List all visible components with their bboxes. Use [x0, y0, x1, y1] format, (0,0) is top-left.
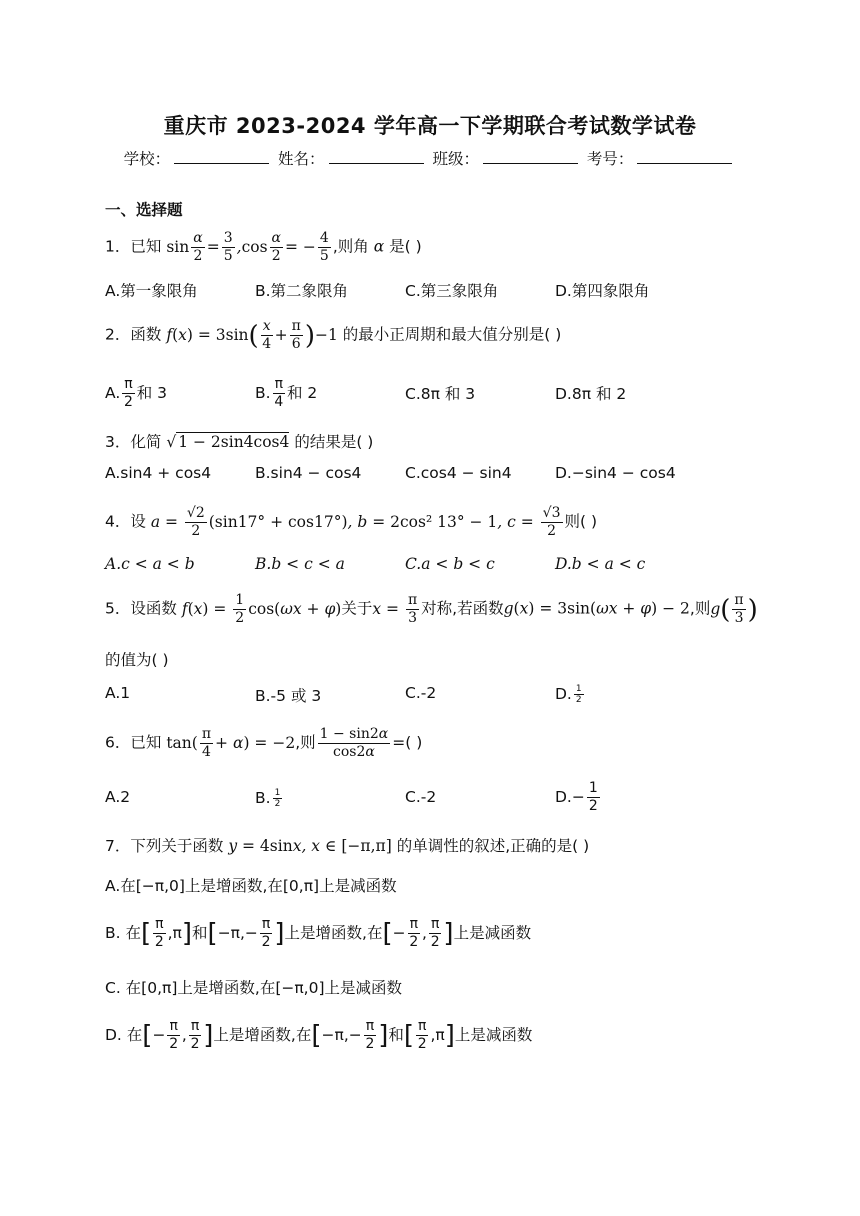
question-6-options — [105, 780, 745, 818]
name-blank[interactable] — [329, 149, 424, 164]
option-b[interactable]: B. $\frac{\pi}{4}$ 和 2 — [255, 376, 318, 410]
option-b[interactable]: B. $\frac{1}{2}$ — [255, 788, 281, 809]
school-label: 学校： — [123, 150, 171, 168]
option-c[interactable]: C.第三象限角 — [405, 282, 499, 300]
question-2: 2．函数 f(x) = 3sin( $\frac{x}{4}$ + $\frac{\pi}{6}$ )−1 的最小正周期和最大值分别是( ) — [105, 318, 562, 352]
formula: f(x) = $\frac{1}{2}$ cos(ωx + φ) — [181, 592, 342, 626]
question-3-options — [105, 464, 745, 494]
option-a[interactable]: A.c < a < b — [105, 555, 195, 573]
option-c[interactable]: C. 在[0,π]上是增函数,在[−π,0]上是减函数 — [105, 979, 403, 997]
option-c[interactable]: C.-2 — [405, 684, 437, 702]
student-info-line — [0, 147, 860, 169]
option-b[interactable]: B.b < c < a — [255, 555, 345, 573]
option-a[interactable]: A.2 — [105, 788, 131, 806]
option-b[interactable]: B.第二象限角 — [255, 282, 349, 300]
name-label: 姓名： — [278, 150, 325, 168]
option-d[interactable]: D.第四象限角 — [555, 282, 650, 300]
option-d[interactable]: D.− $\frac{1}{2}$ — [555, 780, 598, 814]
formula: y = 4sinx, x ∈ [−π,π] — [228, 837, 392, 855]
option-d[interactable]: D.−sin4 − cos4 — [555, 464, 676, 482]
question-5: 5．设函数 f(x) = $\frac{1}{2}$ cos(ωx + φ)关于x = $\frac{\pi}{3}$ 对称,若函数g(x) = 3sin(ωx + φ) − 2,则g( $\frac{\pi}{3}$ ) — [105, 592, 758, 626]
question-1-options — [105, 279, 745, 309]
formula: tan( $\frac{\pi}{4}$ + α) = −2 — [166, 726, 296, 760]
option-b[interactable]: B. 在[ $\frac{\pi}{2}$ ,π]和[−π,− $\frac{\pi}{2}$ ]上是增函数,在[− $\frac{\pi}{2}$ , $\frac{\pi}{2}$ ]上是减函数 — [105, 916, 532, 950]
option-a[interactable]: A.在[−π,0]上是增函数,在[0,π]上是减函数 — [105, 877, 397, 895]
option-c[interactable]: C.8π 和 3 — [405, 385, 476, 403]
option-c[interactable]: C.a < b < c — [405, 555, 495, 573]
formula: √ 1 − 2sin4cos4 — [166, 433, 290, 451]
option-d[interactable]: D.b < a < c — [555, 555, 646, 573]
class-blank[interactable] — [483, 149, 578, 164]
formula: a = $\frac{√2}{2}$ (sin17° + cos17°), b = 2cos² 13° − 1, c = $\frac{√3}{2}$ — [150, 505, 561, 539]
question-5-options — [105, 684, 745, 714]
exam-number-blank[interactable] — [637, 149, 732, 164]
question-4-options — [105, 555, 745, 585]
question-6: 6．已知 tan( $\frac{\pi}{4}$ + α) = −2,则 $\frac{1 - \sin 2\alpha}{\cos 2\alpha}$ =( ) — [105, 726, 423, 760]
school-blank[interactable] — [174, 149, 269, 164]
option-b[interactable]: B.-5 或 3 — [255, 687, 322, 705]
option-d[interactable]: D. $\frac{1}{2}$ — [555, 684, 582, 705]
option-b[interactable]: B.sin4 − cos4 — [255, 464, 362, 482]
exam-title: 重庆市 2023-2024 学年高一下学期联合考试数学试卷 — [163, 114, 697, 138]
question-7: 7．下列关于函数 y = 4sinx, x ∈ [−π,π] 的单调性的叙述,正确的是( ) — [105, 837, 590, 855]
exam-number-label: 考号： — [586, 150, 634, 168]
option-a[interactable]: A.1 — [105, 684, 131, 702]
option-c[interactable]: C.cos4 − sin4 — [405, 464, 512, 482]
question-4: 4．设 a = $\frac{√2}{2}$ (sin17° + cos17°), b = 2cos² 13° − 1, c = $\frac{√3}{2}$ 则( ) — [105, 505, 598, 539]
formula: f(x) = 3sin( $\frac{x}{4}$ + $\frac{\pi}{6}$ )−1 — [166, 318, 338, 352]
question-2-options — [105, 376, 745, 410]
option-d[interactable]: D. 在[− $\frac{\pi}{2}$ , $\frac{\pi}{2}$ ]上是增函数,在[−π,− $\frac{\pi}{2}$ ]和[ $\frac{\pi}{2}$ ,π]上是减函数 — [105, 1018, 533, 1052]
section-title: 一、选择题 — [105, 201, 183, 219]
question-5-line2: 的值为( ) — [105, 651, 169, 669]
option-a[interactable]: A. $\frac{\pi}{2}$ 和 3 — [105, 376, 167, 410]
option-c[interactable]: C.-2 — [405, 788, 437, 806]
option-a[interactable]: A.sin4 + cos4 — [105, 464, 212, 482]
option-d[interactable]: D.8π 和 2 — [555, 385, 627, 403]
formula: sin $\frac{\alpha}{2}$ = $\frac{3}{5}$ ,cos $\frac{\alpha}{2}$ = − $\frac{4}{5}$ — [166, 230, 329, 264]
question-1: 1．已知 sin $\frac{\alpha}{2}$ = $\frac{3}{5}$ ,cos $\frac{\alpha}{2}$ = − $\frac{4}{5}$ ,则角 α 是( ) — [105, 230, 422, 264]
question-3: 3．化简 √ 1 − 2sin4cos4 的结果是( ) — [105, 433, 374, 451]
class-label: 班级： — [432, 150, 479, 168]
option-a[interactable]: A.第一象限角 — [105, 282, 198, 300]
